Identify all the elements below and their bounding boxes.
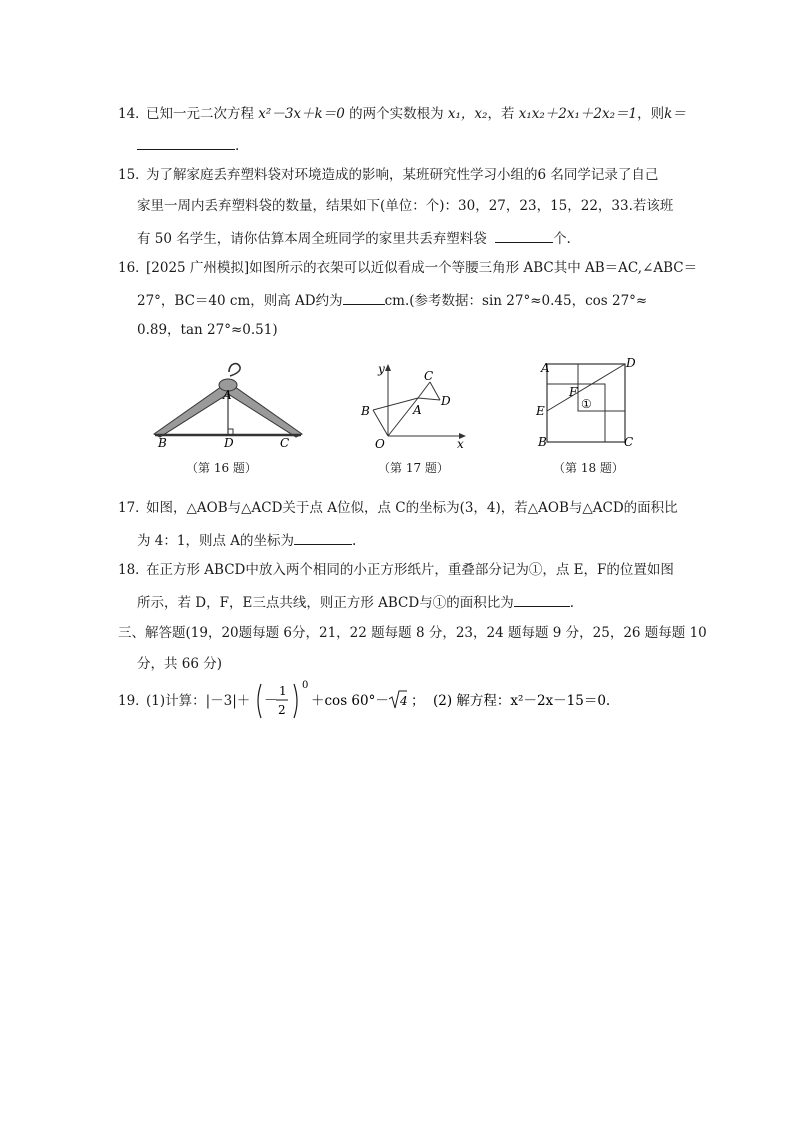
label-d: D <box>626 358 636 370</box>
label-c: C <box>280 436 290 450</box>
segment-ac <box>418 382 430 398</box>
question-number: 18． <box>118 562 149 578</box>
q16-line1: [2025 广州模拟]如图所示的衣架可以近似看成一个等腰三角形 ABC其中 AB＝AC,∠ABC＝ <box>146 260 698 276</box>
q19-separator: ； <box>411 693 425 709</box>
y-arrow <box>385 364 391 371</box>
right-paren <box>294 684 297 718</box>
frac-numerator: 1 <box>279 684 287 698</box>
q15-line1: 为了解家庭丢弃塑料袋对环境造成的影响，某班研究性学习小组的6 名同学记录了自己 <box>146 167 659 183</box>
q19-part1b: ＋cos 60°－ <box>311 693 389 709</box>
label-a: A <box>413 403 422 417</box>
q16-line2b: cm.(参考数据：sin 27°≈0.45，cos 27°≈ <box>384 293 648 309</box>
q17-line2a: 为 4：1，则点 A的坐标为 <box>137 533 295 549</box>
left-paren <box>258 684 261 718</box>
label-d: D <box>441 394 451 408</box>
label-c: C <box>424 369 434 383</box>
figure-18-caption: （第 18 题） <box>553 461 624 475</box>
frac-denominator: 2 <box>278 703 286 717</box>
label-b: B <box>538 435 547 448</box>
figure-17-coordinate <box>358 362 470 450</box>
q17-line2b: . <box>352 533 357 549</box>
q16-line2a: 27°，BC＝40 cm，则高 AD约为 <box>137 293 343 309</box>
answer-blank[interactable] <box>294 530 352 545</box>
q14-end: . <box>235 138 240 154</box>
exponent-zero: 0 <box>302 680 309 691</box>
figure-16-hanger <box>150 358 310 450</box>
question-number: 16． <box>118 260 149 276</box>
q17-line1: 如图，△AOB与△ACD关于点 A位似，点 C的坐标为(3，4)，若△AOB与△ACD的面积比 <box>146 500 678 516</box>
answer-blank[interactable] <box>495 228 553 243</box>
segment-ab <box>373 398 418 410</box>
q19-part1: (1)计算：|－3|＋ <box>146 693 251 709</box>
label-b: B <box>158 436 167 450</box>
hanger-hook <box>229 364 240 376</box>
q14-text-a: 已知一元二次方程 <box>146 106 254 122</box>
q18-line2a: 所示，若 D，F，E三点共线，则正方形 ABCD与①的面积比为 <box>137 595 514 611</box>
question-number: 15． <box>118 167 149 183</box>
label-b: B <box>361 404 370 418</box>
answer-blank[interactable] <box>514 592 570 607</box>
answer-blank[interactable] <box>137 135 235 150</box>
q15-line3b: 个. <box>553 231 571 247</box>
label-o: O <box>375 437 385 450</box>
label-region-1: ① <box>581 397 592 411</box>
q15-line2: 家里一周内丢弃塑料袋的数量，结果如下(单位：个)：30，27，23，15，22，33.若该班 <box>137 198 674 214</box>
q14-variable: k＝ <box>664 106 686 122</box>
label-x: x <box>457 437 464 450</box>
figure-17-caption: （第 17 题） <box>378 461 449 475</box>
q18-line1: 在正方形 ABCD中放入两个相同的小正方形纸片，重叠部分记为①，点 E，F的位置如图 <box>146 562 674 578</box>
label-a: A <box>223 388 232 402</box>
q14-text-b: 的两个实数根为 <box>349 106 444 122</box>
q18-line2b: . <box>569 595 574 611</box>
label-a: A <box>541 361 550 375</box>
label-y: y <box>378 362 385 376</box>
q14-roots: x₁，x₂ <box>447 106 488 122</box>
question-number: 17． <box>118 500 149 516</box>
figure-18-squares <box>535 358 640 448</box>
q16-line3: 0.89，tan 27°≈0.51) <box>137 322 278 338</box>
segment-ob <box>373 410 388 436</box>
label-f: F <box>569 385 578 399</box>
q15-line3a: 有 50 名学生，请你估算本周全班同学的家里共丢弃塑料袋 <box>137 231 487 247</box>
question-number: 19． <box>118 693 149 709</box>
section-3-line1: 三、解答题(19，20题每题 6分，21，22 题每题 8 分，23，24 题每题 9 分，25，26 题每题 10 <box>118 625 707 641</box>
segment-ad <box>418 398 440 400</box>
question-number: 14． <box>118 106 149 122</box>
q19-part2: (2) 解方程：x²－2x－15＝0. <box>433 693 611 709</box>
frac-minus: － <box>264 693 278 709</box>
section-3-line2: 分，共 66 分) <box>137 656 223 672</box>
q14-text-d: ，则 <box>637 106 665 122</box>
sqrt-value: 4 <box>400 694 408 708</box>
q14-condition: x₁x₂＋2x₁＋2x₂＝1 <box>518 106 638 122</box>
label-c: C <box>624 435 634 448</box>
q14-text-c: ，若 <box>487 106 515 122</box>
label-d: D <box>224 436 234 450</box>
label-e: E <box>536 404 545 418</box>
segment-cd <box>430 382 440 400</box>
answer-blank[interactable] <box>343 290 385 305</box>
q19-formula <box>255 678 615 724</box>
q14-equation: x²－3x＋k＝0 <box>258 106 345 122</box>
figure-16-caption: （第 16 题） <box>186 461 257 475</box>
